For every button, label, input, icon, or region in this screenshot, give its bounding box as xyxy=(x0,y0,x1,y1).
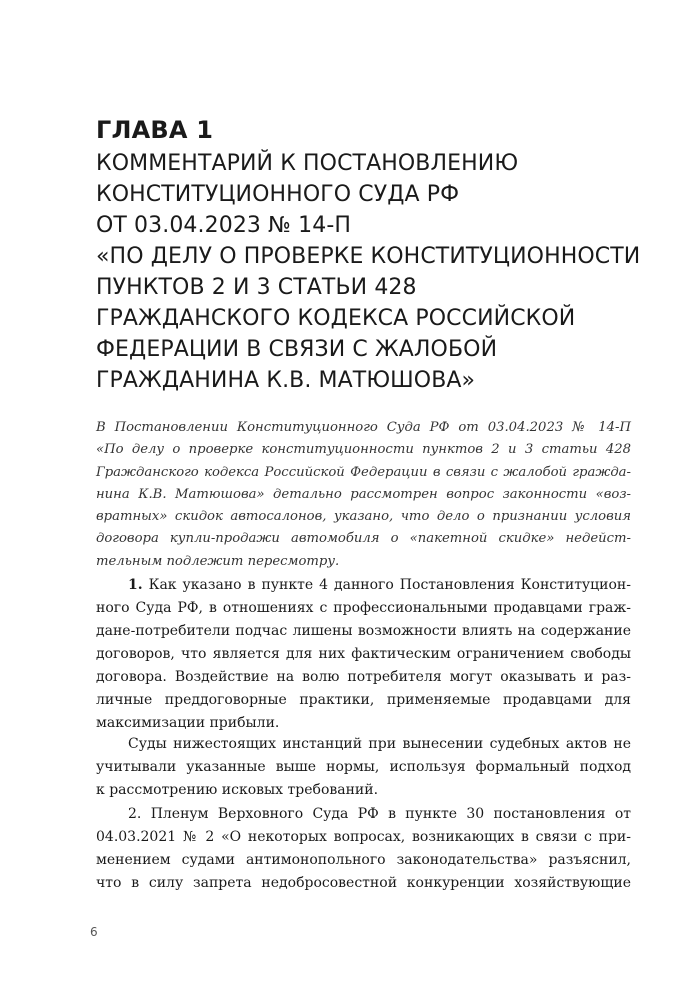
title-line: ГРАЖДАНСКОГО КОДЕКСА РОССИЙСКОЙ xyxy=(96,306,576,331)
paragraph-line: договора. Воздействие на волю потребителя могут оказывать и раз- xyxy=(96,669,631,685)
paragraph-line: дане-потребители подчас лишены возможности влиять на содержание xyxy=(96,623,631,639)
abstract-line: тельным подлежит пересмотру. xyxy=(96,553,340,569)
paragraph-line: ного Суда РФ, в отношениях с профессиональными продавцами граж- xyxy=(96,600,631,616)
paragraph-line: 04.03.2021 № 2 «О некоторых вопросах, возникающих в связи с при- xyxy=(96,829,631,845)
paragraph-1 xyxy=(96,574,631,735)
paragraph-3 xyxy=(96,803,631,895)
chapter-title xyxy=(96,148,656,396)
paragraph-line: договоров, что является для них фактическим ограничением свободы xyxy=(96,646,631,662)
abstract-line: договора купли-продажи автомобиля о «пакетной скидке» недейст- xyxy=(96,531,631,547)
paragraph-line: 2. Пленум Верховного Суда РФ в пункте 30 постановления от xyxy=(128,806,631,822)
title-line: ФЕДЕРАЦИИ В СВЯЗИ С ЖАЛОБОЙ xyxy=(96,337,498,362)
paragraph-number: 1. xyxy=(128,577,143,593)
paragraph-line: Суды нижестоящих инстанций при вынесении судебных актов не xyxy=(128,736,631,752)
paragraph-first-line xyxy=(96,574,631,597)
paragraph-line: менением судами антимонопольного законодательства» разъяснил, xyxy=(96,852,631,868)
page-number: 6 xyxy=(90,925,98,939)
abstract-line: «По делу о проверке конституционности пунктов 2 и 3 статьи 428 xyxy=(96,442,631,458)
chapter-abstract xyxy=(96,417,631,573)
title-line: ОТ 03.04.2023 № 14-П xyxy=(96,213,352,238)
title-line: ГРАЖДАНИНА К.В. МАТЮШОВА» xyxy=(96,368,476,393)
paragraph-2 xyxy=(96,733,631,802)
title-line: «ПО ДЕЛУ О ПРОВЕРКЕ КОНСТИТУЦИОННОСТИ xyxy=(96,244,641,269)
title-line: КОММЕНТАРИЙ К ПОСТАНОВЛЕНИЮ xyxy=(96,151,519,176)
chapter-heading: ГЛАВА 1 xyxy=(96,116,214,144)
abstract-line: нина К.В. Матюшова» детально рассмотрен вопрос законности «воз- xyxy=(96,486,631,502)
paragraph-line: учитывали указанные выше нормы, используя формальный подход xyxy=(96,759,631,775)
title-line: ПУНКТОВ 2 И 3 СТАТЬИ 428 xyxy=(96,275,417,300)
title-line: КОНСТИТУЦИОННОГО СУДА РФ xyxy=(96,182,460,207)
abstract-line: Гражданского кодекса Российской Федерации в связи с жалобой гражда- xyxy=(96,464,631,480)
abstract-line: вратных» скидок автосалонов, указано, что дело о признании условия xyxy=(96,509,631,525)
paragraph-line: к рассмотрению исковых требований. xyxy=(96,782,379,798)
paragraph-line: личные преддоговорные практики, применяемые продавцами для xyxy=(96,692,631,708)
paragraph-line: что в силу запрета недобросовестной конкуренции хозяйствующие xyxy=(96,875,631,891)
paragraph-first-line-text: Как указано в пункте 4 данного Постановления Конституцион- xyxy=(148,577,631,593)
abstract-line: В Постановлении Конституционного Суда РФ от 03.04.2023 № 14-П xyxy=(96,420,631,435)
paragraph-line: максимизации прибыли. xyxy=(96,715,280,731)
